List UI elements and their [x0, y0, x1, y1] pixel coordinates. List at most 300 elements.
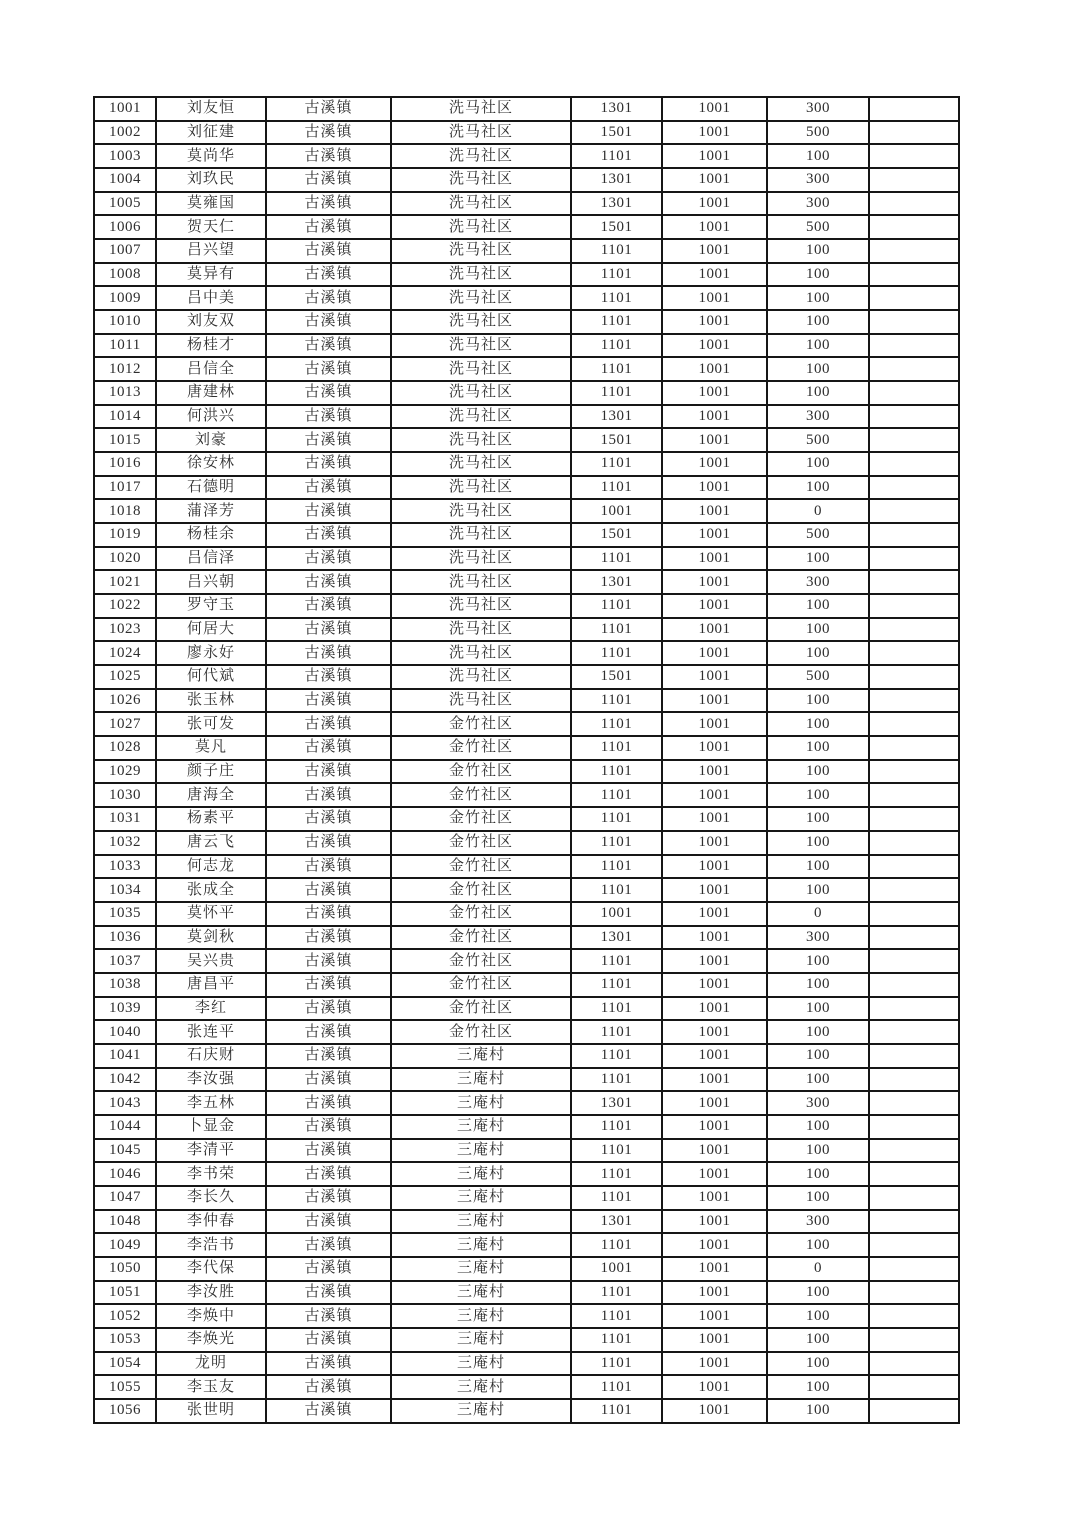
cell-name: 莫凡	[156, 736, 266, 760]
cell-name: 何志龙	[156, 855, 266, 879]
cell-code-a: 1101	[571, 712, 662, 736]
cell-code-b: 1001	[662, 381, 767, 405]
cell-amount: 100	[767, 1186, 869, 1210]
cell-blank	[869, 1044, 959, 1068]
cell-name: 何居大	[156, 618, 266, 642]
cell-name: 李书荣	[156, 1162, 266, 1186]
cell-name: 李玉友	[156, 1375, 266, 1399]
cell-code-b: 1001	[662, 997, 767, 1021]
cell-code-b: 1001	[662, 712, 767, 736]
cell-code-b: 1001	[662, 1281, 767, 1305]
cell-village: 三庵村	[391, 1139, 571, 1163]
cell-code-a: 1301	[571, 168, 662, 192]
cell-blank	[869, 1210, 959, 1234]
cell-town: 古溪镇	[266, 1020, 391, 1044]
table-row	[94, 1281, 959, 1305]
cell-amount: 100	[767, 1139, 869, 1163]
cell-amount: 100	[767, 1020, 869, 1044]
cell-code-b: 1001	[662, 334, 767, 358]
cell-town: 古溪镇	[266, 476, 391, 500]
cell-amount: 500	[767, 665, 869, 689]
cell-amount: 100	[767, 476, 869, 500]
cell-code-b: 1001	[662, 1352, 767, 1376]
cell-id: 1047	[94, 1186, 156, 1210]
cell-town: 古溪镇	[266, 523, 391, 547]
cell-blank	[869, 405, 959, 429]
cell-name: 李仲春	[156, 1210, 266, 1234]
cell-id: 1008	[94, 263, 156, 287]
table-row	[94, 902, 959, 926]
cell-code-b: 1001	[662, 523, 767, 547]
table-row	[94, 641, 959, 665]
cell-amount: 100	[767, 1068, 869, 1092]
cell-blank	[869, 736, 959, 760]
cell-id: 1003	[94, 144, 156, 168]
cell-amount: 100	[767, 689, 869, 713]
table-row	[94, 807, 959, 831]
cell-village: 三庵村	[391, 1186, 571, 1210]
cell-town: 古溪镇	[266, 926, 391, 950]
cell-amount: 100	[767, 831, 869, 855]
cell-amount: 100	[767, 973, 869, 997]
cell-name: 张玉林	[156, 689, 266, 713]
cell-village: 洗马社区	[391, 618, 571, 642]
cell-amount: 300	[767, 192, 869, 216]
cell-amount: 500	[767, 215, 869, 239]
cell-code-a: 1101	[571, 618, 662, 642]
cell-code-b: 1001	[662, 263, 767, 287]
cell-town: 古溪镇	[266, 452, 391, 476]
cell-code-b: 1001	[662, 618, 767, 642]
cell-town: 古溪镇	[266, 334, 391, 358]
cell-village: 洗马社区	[391, 594, 571, 618]
cell-code-a: 1101	[571, 760, 662, 784]
cell-blank	[869, 689, 959, 713]
cell-code-b: 1001	[662, 1068, 767, 1092]
cell-blank	[869, 452, 959, 476]
cell-id: 1050	[94, 1257, 156, 1281]
cell-code-a: 1101	[571, 381, 662, 405]
cell-village: 金竹社区	[391, 855, 571, 879]
cell-town: 古溪镇	[266, 1328, 391, 1352]
cell-id: 1017	[94, 476, 156, 500]
cell-id: 1025	[94, 665, 156, 689]
cell-blank	[869, 1115, 959, 1139]
cell-amount: 100	[767, 712, 869, 736]
cell-name: 李浩书	[156, 1233, 266, 1257]
cell-id: 1001	[94, 97, 156, 121]
cell-code-b: 1001	[662, 926, 767, 950]
cell-code-a: 1501	[571, 428, 662, 452]
cell-blank	[869, 499, 959, 523]
table-row	[94, 144, 959, 168]
cell-code-a: 1001	[571, 902, 662, 926]
cell-id: 1036	[94, 926, 156, 950]
cell-amount: 100	[767, 1115, 869, 1139]
cell-code-a: 1101	[571, 594, 662, 618]
cell-code-a: 1101	[571, 476, 662, 500]
cell-town: 古溪镇	[266, 1186, 391, 1210]
cell-name: 吕中美	[156, 286, 266, 310]
cell-amount: 100	[767, 452, 869, 476]
cell-amount: 100	[767, 618, 869, 642]
cell-id: 1039	[94, 997, 156, 1021]
cell-code-b: 1001	[662, 286, 767, 310]
cell-code-a: 1101	[571, 997, 662, 1021]
cell-code-a: 1001	[571, 1257, 662, 1281]
cell-village: 洗马社区	[391, 357, 571, 381]
cell-id: 1023	[94, 618, 156, 642]
table-row	[94, 997, 959, 1021]
cell-code-b: 1001	[662, 1115, 767, 1139]
cell-blank	[869, 855, 959, 879]
cell-town: 古溪镇	[266, 594, 391, 618]
cell-code-a: 1101	[571, 263, 662, 287]
cell-id: 1052	[94, 1304, 156, 1328]
cell-village: 三庵村	[391, 1162, 571, 1186]
table-row	[94, 1375, 959, 1399]
cell-name: 唐海全	[156, 783, 266, 807]
cell-code-b: 1001	[662, 168, 767, 192]
table-row	[94, 168, 959, 192]
cell-amount: 0	[767, 902, 869, 926]
cell-name: 李五林	[156, 1091, 266, 1115]
cell-name: 刘豪	[156, 428, 266, 452]
cell-blank	[869, 926, 959, 950]
cell-amount: 100	[767, 144, 869, 168]
cell-town: 古溪镇	[266, 263, 391, 287]
cell-id: 1026	[94, 689, 156, 713]
cell-village: 金竹社区	[391, 736, 571, 760]
cell-name: 何代斌	[156, 665, 266, 689]
cell-village: 三庵村	[391, 1328, 571, 1352]
cell-code-b: 1001	[662, 499, 767, 523]
cell-town: 古溪镇	[266, 499, 391, 523]
cell-village: 洗马社区	[391, 641, 571, 665]
table-row	[94, 1068, 959, 1092]
cell-code-b: 1001	[662, 1399, 767, 1423]
cell-blank	[869, 286, 959, 310]
cell-code-a: 1101	[571, 547, 662, 571]
cell-name: 张连平	[156, 1020, 266, 1044]
cell-code-a: 1101	[571, 783, 662, 807]
cell-blank	[869, 1020, 959, 1044]
cell-code-b: 1001	[662, 310, 767, 334]
cell-town: 古溪镇	[266, 736, 391, 760]
cell-town: 古溪镇	[266, 239, 391, 263]
cell-amount: 100	[767, 1399, 869, 1423]
table-row	[94, 783, 959, 807]
cell-village: 三庵村	[391, 1091, 571, 1115]
cell-town: 古溪镇	[266, 902, 391, 926]
cell-village: 三庵村	[391, 1281, 571, 1305]
cell-code-b: 1001	[662, 97, 767, 121]
cell-name: 张世明	[156, 1399, 266, 1423]
cell-name: 廖永好	[156, 641, 266, 665]
cell-village: 三庵村	[391, 1068, 571, 1092]
cell-amount: 0	[767, 499, 869, 523]
table-row	[94, 405, 959, 429]
cell-village: 洗马社区	[391, 499, 571, 523]
table-body	[94, 97, 959, 1423]
cell-name: 刘玖民	[156, 168, 266, 192]
cell-name: 李代保	[156, 1257, 266, 1281]
cell-code-a: 1101	[571, 1162, 662, 1186]
cell-blank	[869, 334, 959, 358]
cell-id: 1024	[94, 641, 156, 665]
cell-id: 1038	[94, 973, 156, 997]
table-row	[94, 1352, 959, 1376]
cell-name: 李长久	[156, 1186, 266, 1210]
cell-amount: 100	[767, 878, 869, 902]
cell-blank	[869, 1091, 959, 1115]
cell-village: 洗马社区	[391, 215, 571, 239]
cell-name: 颜子庄	[156, 760, 266, 784]
cell-code-a: 1101	[571, 807, 662, 831]
table-row	[94, 381, 959, 405]
cell-blank	[869, 949, 959, 973]
cell-code-a: 1501	[571, 121, 662, 145]
cell-blank	[869, 1257, 959, 1281]
cell-name: 石庆财	[156, 1044, 266, 1068]
cell-code-b: 1001	[662, 547, 767, 571]
table-row	[94, 1328, 959, 1352]
cell-code-a: 1101	[571, 1352, 662, 1376]
table-row	[94, 855, 959, 879]
cell-village: 洗马社区	[391, 523, 571, 547]
cell-id: 1022	[94, 594, 156, 618]
cell-blank	[869, 215, 959, 239]
cell-town: 古溪镇	[266, 973, 391, 997]
cell-town: 古溪镇	[266, 144, 391, 168]
cell-id: 1056	[94, 1399, 156, 1423]
cell-village: 洗马社区	[391, 286, 571, 310]
cell-id: 1011	[94, 334, 156, 358]
cell-code-b: 1001	[662, 192, 767, 216]
table-row	[94, 1210, 959, 1234]
cell-id: 1033	[94, 855, 156, 879]
cell-name: 唐云飞	[156, 831, 266, 855]
cell-id: 1043	[94, 1091, 156, 1115]
table-row	[94, 239, 959, 263]
cell-town: 古溪镇	[266, 1399, 391, 1423]
cell-code-b: 1001	[662, 476, 767, 500]
cell-blank	[869, 523, 959, 547]
table-row	[94, 499, 959, 523]
cell-blank	[869, 121, 959, 145]
cell-amount: 100	[767, 807, 869, 831]
cell-code-b: 1001	[662, 452, 767, 476]
table-row	[94, 547, 959, 571]
cell-name: 莫雍国	[156, 192, 266, 216]
table-row	[94, 570, 959, 594]
cell-amount: 300	[767, 168, 869, 192]
cell-id: 1007	[94, 239, 156, 263]
table-row	[94, 689, 959, 713]
cell-amount: 300	[767, 926, 869, 950]
cell-id: 1040	[94, 1020, 156, 1044]
cell-amount: 300	[767, 570, 869, 594]
cell-town: 古溪镇	[266, 570, 391, 594]
cell-village: 洗马社区	[391, 168, 571, 192]
cell-amount: 100	[767, 310, 869, 334]
cell-id: 1055	[94, 1375, 156, 1399]
cell-id: 1030	[94, 783, 156, 807]
cell-id: 1019	[94, 523, 156, 547]
cell-blank	[869, 712, 959, 736]
cell-code-a: 1101	[571, 831, 662, 855]
cell-village: 洗马社区	[391, 381, 571, 405]
cell-code-b: 1001	[662, 1257, 767, 1281]
cell-village: 金竹社区	[391, 949, 571, 973]
cell-id: 1037	[94, 949, 156, 973]
cell-village: 金竹社区	[391, 783, 571, 807]
cell-name: 吕兴朝	[156, 570, 266, 594]
cell-id: 1045	[94, 1139, 156, 1163]
cell-name: 徐安林	[156, 452, 266, 476]
table-row	[94, 428, 959, 452]
cell-code-a: 1101	[571, 334, 662, 358]
table-row	[94, 286, 959, 310]
cell-code-a: 1301	[571, 97, 662, 121]
table-row	[94, 831, 959, 855]
cell-village: 金竹社区	[391, 831, 571, 855]
cell-town: 古溪镇	[266, 949, 391, 973]
cell-code-b: 1001	[662, 807, 767, 831]
table-row	[94, 334, 959, 358]
cell-amount: 300	[767, 405, 869, 429]
table-row	[94, 712, 959, 736]
table-row	[94, 1233, 959, 1257]
table-row	[94, 452, 959, 476]
cell-village: 金竹社区	[391, 902, 571, 926]
cell-blank	[869, 1281, 959, 1305]
cell-town: 古溪镇	[266, 428, 391, 452]
cell-amount: 300	[767, 1091, 869, 1115]
table-row	[94, 192, 959, 216]
cell-code-a: 1101	[571, 949, 662, 973]
cell-village: 洗马社区	[391, 689, 571, 713]
cell-code-a: 1101	[571, 286, 662, 310]
table-row	[94, 1186, 959, 1210]
cell-name: 卜显金	[156, 1115, 266, 1139]
table-row	[94, 1044, 959, 1068]
cell-id: 1029	[94, 760, 156, 784]
table-row	[94, 476, 959, 500]
cell-code-a: 1501	[571, 523, 662, 547]
cell-name: 吴兴贵	[156, 949, 266, 973]
cell-amount: 500	[767, 428, 869, 452]
cell-town: 古溪镇	[266, 1375, 391, 1399]
cell-amount: 300	[767, 1210, 869, 1234]
cell-code-a: 1301	[571, 1210, 662, 1234]
cell-code-b: 1001	[662, 594, 767, 618]
table-row	[94, 949, 959, 973]
cell-town: 古溪镇	[266, 618, 391, 642]
cell-code-a: 1301	[571, 570, 662, 594]
cell-name: 李汝胜	[156, 1281, 266, 1305]
cell-id: 1051	[94, 1281, 156, 1305]
cell-blank	[869, 1233, 959, 1257]
cell-amount: 0	[767, 1257, 869, 1281]
cell-amount: 100	[767, 736, 869, 760]
table-row	[94, 121, 959, 145]
cell-name: 李焕中	[156, 1304, 266, 1328]
table-row	[94, 1304, 959, 1328]
cell-name: 刘征建	[156, 121, 266, 145]
cell-amount: 300	[767, 97, 869, 121]
cell-code-a: 1101	[571, 310, 662, 334]
cell-village: 洗马社区	[391, 310, 571, 334]
cell-blank	[869, 144, 959, 168]
cell-id: 1014	[94, 405, 156, 429]
cell-name: 张成全	[156, 878, 266, 902]
beneficiary-table	[93, 96, 960, 1424]
cell-blank	[869, 831, 959, 855]
cell-code-b: 1001	[662, 215, 767, 239]
cell-code-a: 1101	[571, 239, 662, 263]
cell-blank	[869, 641, 959, 665]
cell-id: 1020	[94, 547, 156, 571]
cell-code-b: 1001	[662, 1186, 767, 1210]
cell-code-a: 1101	[571, 1328, 662, 1352]
cell-name: 张可发	[156, 712, 266, 736]
cell-blank	[869, 594, 959, 618]
table-row	[94, 618, 959, 642]
cell-id: 1049	[94, 1233, 156, 1257]
cell-name: 吕信泽	[156, 547, 266, 571]
cell-code-a: 1101	[571, 1044, 662, 1068]
cell-town: 古溪镇	[266, 807, 391, 831]
cell-code-a: 1101	[571, 1186, 662, 1210]
cell-code-b: 1001	[662, 949, 767, 973]
cell-blank	[869, 381, 959, 405]
table-row	[94, 1139, 959, 1163]
cell-blank	[869, 618, 959, 642]
cell-code-a: 1101	[571, 1139, 662, 1163]
table-row	[94, 263, 959, 287]
cell-amount: 100	[767, 594, 869, 618]
cell-village: 洗马社区	[391, 405, 571, 429]
cell-amount: 100	[767, 334, 869, 358]
cell-blank	[869, 1139, 959, 1163]
cell-name: 杨桂才	[156, 334, 266, 358]
cell-code-a: 1101	[571, 452, 662, 476]
cell-blank	[869, 192, 959, 216]
cell-blank	[869, 168, 959, 192]
cell-blank	[869, 783, 959, 807]
table-row	[94, 1162, 959, 1186]
cell-village: 金竹社区	[391, 973, 571, 997]
cell-village: 洗马社区	[391, 263, 571, 287]
cell-town: 古溪镇	[266, 1068, 391, 1092]
cell-id: 1035	[94, 902, 156, 926]
cell-town: 古溪镇	[266, 547, 391, 571]
cell-code-b: 1001	[662, 760, 767, 784]
cell-id: 1044	[94, 1115, 156, 1139]
cell-village: 金竹社区	[391, 807, 571, 831]
cell-village: 洗马社区	[391, 476, 571, 500]
cell-name: 莫异有	[156, 263, 266, 287]
cell-amount: 100	[767, 1233, 869, 1257]
cell-town: 古溪镇	[266, 1233, 391, 1257]
cell-amount: 100	[767, 1162, 869, 1186]
cell-code-a: 1101	[571, 973, 662, 997]
cell-village: 三庵村	[391, 1044, 571, 1068]
cell-amount: 100	[767, 760, 869, 784]
cell-code-a: 1101	[571, 878, 662, 902]
cell-name: 蒲泽芳	[156, 499, 266, 523]
